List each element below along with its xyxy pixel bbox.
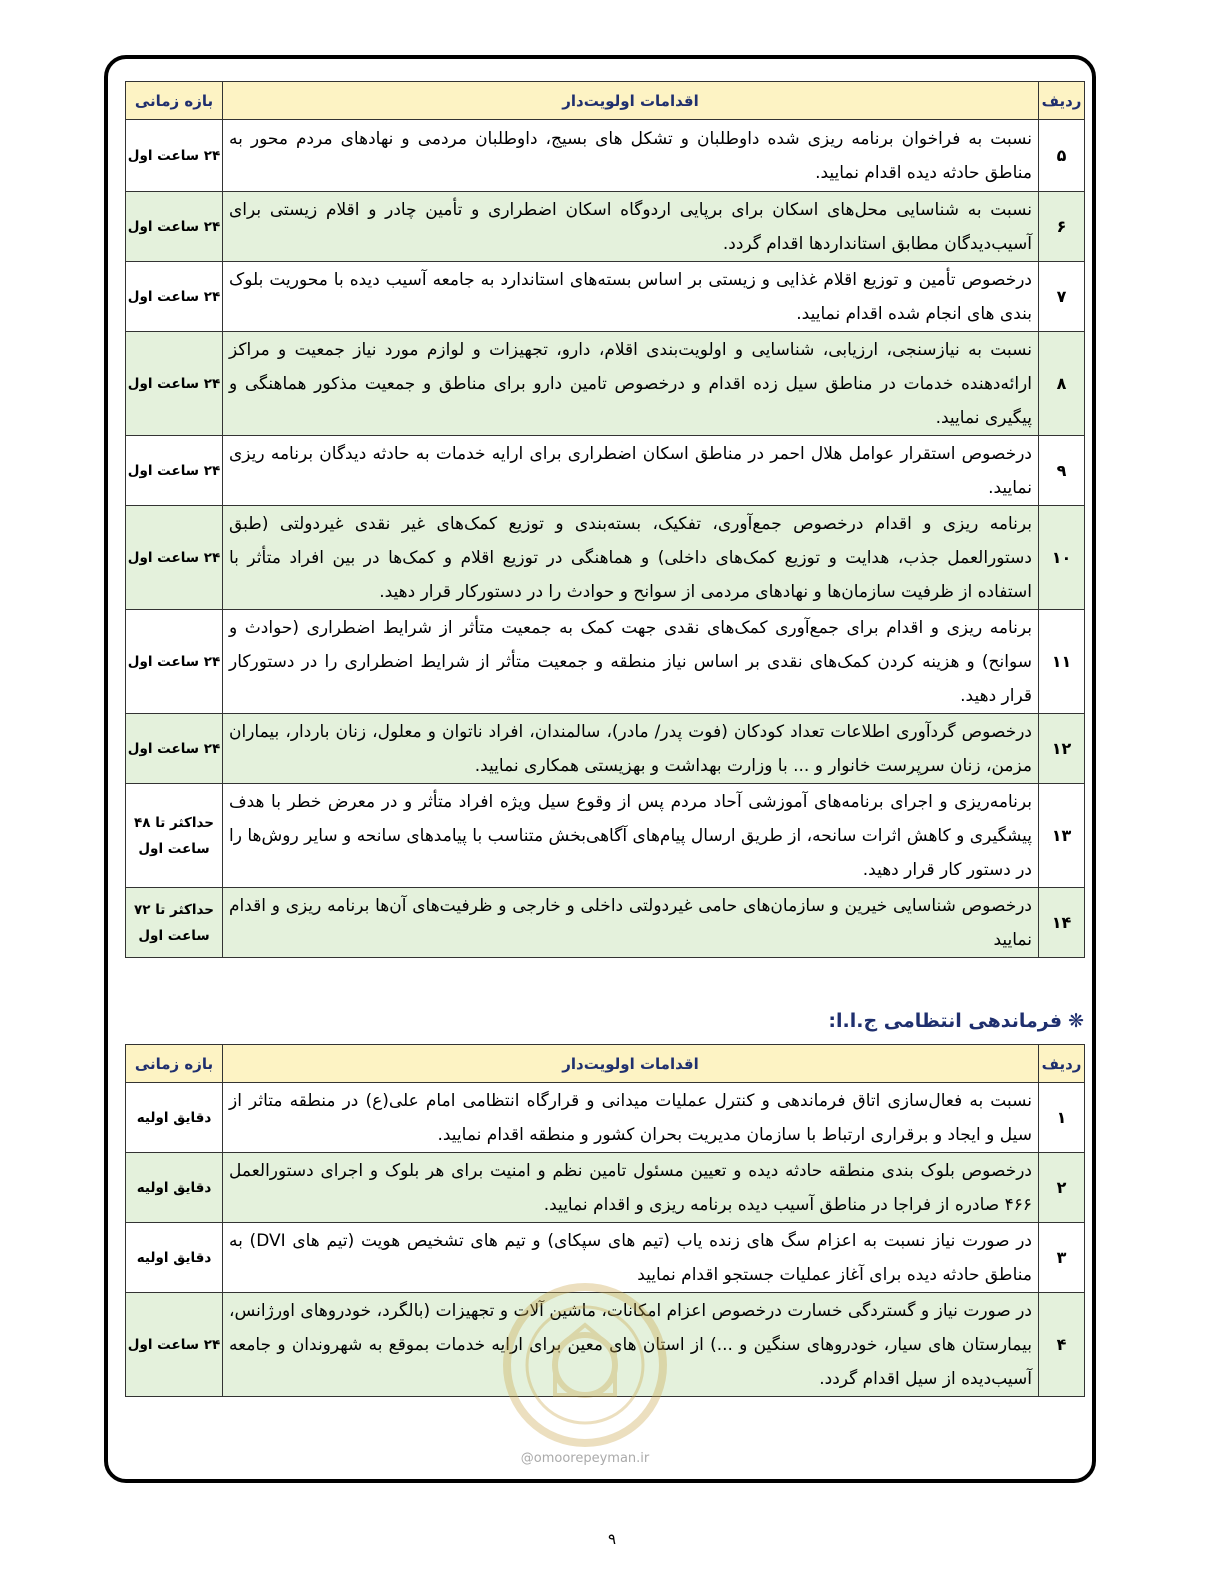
- table-row: [126, 506, 1085, 610]
- row-number: ۴: [1039, 1293, 1085, 1397]
- table-row: [126, 714, 1085, 784]
- action-text: درخصوص تأمین و توزیع اقلام غذایی و زیستی بر اساس بسته‌های استاندارد به جامعه آسیب دیده با محوریت بلوک بندی های انجام شده اقدام نمایید.: [223, 262, 1039, 332]
- table-body: [126, 120, 1085, 958]
- section-title: [125, 1010, 1084, 1032]
- action-text: نسبت به شناسایی محل‌های اسکان برای برپایی اردوگاه اسکان اضطراری و تأمین چادر و اقلام زیستی برای آسیب‌دیدگان مطابق استانداردها اقدام گردد.: [223, 192, 1039, 262]
- time-frame: ۲۴ ساعت اول: [126, 332, 223, 436]
- time-frame: ۲۴ ساعت اول: [126, 506, 223, 610]
- watermark-url: @omoorepeyman.ir: [520, 1451, 650, 1466]
- time-frame: حداکثر تا ۴۸ ساعت اول: [126, 784, 223, 888]
- table-row: [126, 1083, 1085, 1153]
- header-actions: اقدامات اولویت‌دار: [223, 82, 1039, 120]
- star-icon: ❋: [1068, 1010, 1084, 1032]
- action-text: برنامه ریزی و اقدام درخصوص جمع‌آوری، تفکیک، بسته‌بندی و توزیع کمک‌های غیر نقدی غیردولتی (طبق دستورالعمل جذب، هدایت و توزیع کمک‌های داخلی) و هماهنگی در توزیع اقلام و کمک‌ها در بین افراد متأثر با استفاده از ظرفیت سازمان‌ها و نهادهای مردمی از سوانح و حوادث را در دستورکار قرار دهید.: [223, 506, 1039, 610]
- row-number: ۱۴: [1039, 888, 1085, 958]
- time-frame: حداکثر تا ۷۲ ساعت اول: [126, 888, 223, 958]
- table-row: [126, 1293, 1085, 1397]
- header-actions: اقدامات اولویت‌دار: [223, 1045, 1039, 1083]
- table-body: [126, 1083, 1085, 1397]
- table-row: [126, 262, 1085, 332]
- action-text: در صورت نیاز نسبت به اعزام سگ های زنده یاب (تیم های سپکای) و تیم های تشخیص هویت (تیم های DVI) به مناطق حادثه دیده برای آغاز عملیات جستجو اقدام نمایید: [223, 1223, 1039, 1293]
- row-number: ۱۰: [1039, 506, 1085, 610]
- time-frame: ۲۴ ساعت اول: [126, 436, 223, 506]
- action-text: برنامه ریزی و اقدام برای جمع‌آوری کمک‌های نقدی جهت کمک به جمعیت متأثر از شرایط اضطراری (حوادث و سوانح) و هزینه کردن کمک‌های نقدی بر اساس نیاز منطقه و جمعیت متأثر از شرایط اضطراری را در دستورکار قرار دهید.: [223, 610, 1039, 714]
- time-frame: دقایق اولیه: [126, 1223, 223, 1293]
- row-number: ۵: [1039, 120, 1085, 192]
- row-number: ۷: [1039, 262, 1085, 332]
- action-text: نسبت به نیازسنجی، ارزیابی، شناسایی و اولویت‌بندی اقلام، دارو، تجهیزات و لوازم مورد نیاز جمعیت و مراکز ارائه‌دهنده خدمات در مناطق سیل زده اقدام و درخصوص تامین دارو برای مناطق و جمعیت مذکور هماهنگی و پیگیری نمایید.: [223, 332, 1039, 436]
- action-text: درخصوص شناسایی خیرین و سازمان‌های حامی غیردولتی داخلی و خارجی و ظرفیت‌های آن‌ها برنامه ریزی و اقدام نمایید: [223, 888, 1039, 958]
- row-number: ۲: [1039, 1153, 1085, 1223]
- row-number: ۱۳: [1039, 784, 1085, 888]
- row-number: ۱۲: [1039, 714, 1085, 784]
- row-number: ۶: [1039, 192, 1085, 262]
- table-header-row: [126, 82, 1085, 120]
- table-row: [126, 784, 1085, 888]
- action-text: در صورت نیاز و گستردگی خسارت درخصوص اعزام امکانات، ماشین آلات و تجهیزات (بالگرد، خودروهای اورژانس، بیمارستان های سیار، خودروهای سنگین و ...) از استان های معین برای ارایه خدمات بموقع به شهروندان و جامعه آسیب‌دیده از سیل اقدام گردد.: [223, 1293, 1039, 1397]
- action-text: نسبت به فعال‌سازی اتاق فرماندهی و کنترل عملیات میدانی و قرارگاه انتظامی امام علی(ع) در منطقه متاثر از سیل و ایجاد و برقراری ارتباط با سازمان مدیریت بحران کشور و منطقه اقدام نمایید.: [223, 1083, 1039, 1153]
- time-frame: ۲۴ ساعت اول: [126, 262, 223, 332]
- row-number: ۸: [1039, 332, 1085, 436]
- police-command-table: [125, 1044, 1085, 1397]
- table-row: [126, 192, 1085, 262]
- action-text: درخصوص بلوک بندی منطقه حادثه دیده و تعیین مسئول تامین نظم و امنیت برای هر بلوک و اجرای دستورالعمل ۴۶۶ صادره از فراجا در مناطق آسیب دیده برنامه ریزی و اقدام نمایید.: [223, 1153, 1039, 1223]
- row-number: ۹: [1039, 436, 1085, 506]
- time-frame: ۲۴ ساعت اول: [126, 120, 223, 192]
- section-title-text: فرماندهی انتظامی ج.ا.ا:: [828, 1010, 1063, 1032]
- row-number: ۱۱: [1039, 610, 1085, 714]
- table-row: [126, 888, 1085, 958]
- time-frame: دقایق اولیه: [126, 1153, 223, 1223]
- table-row: [126, 332, 1085, 436]
- table-row: [126, 1153, 1085, 1223]
- priority-actions-table: [125, 81, 1085, 958]
- page-number: ۹: [607, 1530, 617, 1548]
- action-text: درخصوص استقرار عوامل هلال احمر در مناطق اسکان اضطراری برای ارایه خدمات به حادثه دیدگان برنامه ریزی نمایید.: [223, 436, 1039, 506]
- row-number: ۱: [1039, 1083, 1085, 1153]
- action-text: نسبت به فراخوان برنامه ریزی شده داوطلبان و تشکل های بسیج، داوطلبان مردمی و نهادهای مردم محور به مناطق حادثه دیده اقدام نمایید.: [223, 120, 1039, 192]
- table-header-row: [126, 1045, 1085, 1083]
- time-frame: ۲۴ ساعت اول: [126, 610, 223, 714]
- table-row: [126, 436, 1085, 506]
- table-row: [126, 610, 1085, 714]
- action-text: برنامه‌ریزی و اجرای برنامه‌های آموزشی آحاد مردم پس از وقوع سیل ویژه افراد متأثر و در معرض خطر با هدف پیشگیری و کاهش اثرات سانحه، از طریق ارسال پیام‌های آگاهی‌بخش متناسب با پیامدهای سانحه و سایر روش‌ها را در دستور کار قرار دهید.: [223, 784, 1039, 888]
- table-row: [126, 120, 1085, 192]
- header-row-number: ردیف: [1039, 82, 1085, 120]
- time-frame: ۲۴ ساعت اول: [126, 714, 223, 784]
- action-text: درخصوص گردآوری اطلاعات تعداد کودکان (فوت پدر/ مادر)، سالمندان، افراد ناتوان و معلول، زنان باردار، بیماران مزمن، زنان سرپرست خانوار و ... با وزارت بهداشت و بهزیستی همکاری نمایید.: [223, 714, 1039, 784]
- header-row-number: ردیف: [1039, 1045, 1085, 1083]
- time-frame: ۲۴ ساعت اول: [126, 192, 223, 262]
- table-row: [126, 1223, 1085, 1293]
- header-time-frame: بازه زمانی: [126, 1045, 223, 1083]
- time-frame: ۲۴ ساعت اول: [126, 1293, 223, 1397]
- time-frame: دقایق اولیه: [126, 1083, 223, 1153]
- header-time-frame: بازه زمانی: [126, 82, 223, 120]
- row-number: ۳: [1039, 1223, 1085, 1293]
